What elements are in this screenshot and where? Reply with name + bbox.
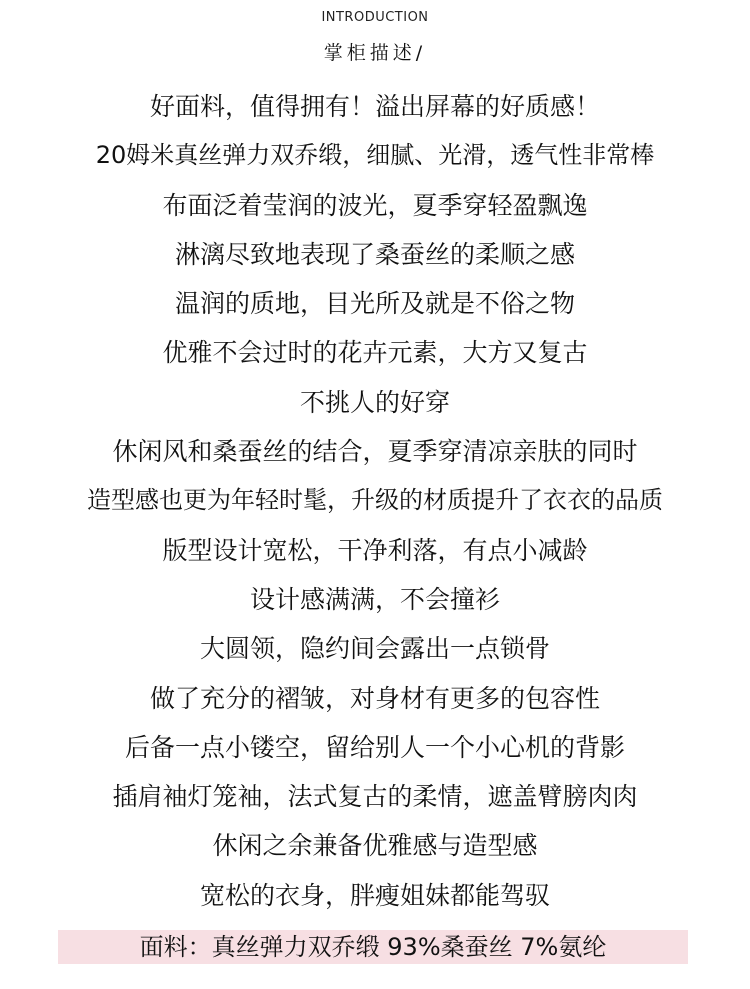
description-line: 不挑人的好穿 [299,387,450,417]
description-line: 版型设计宽松，干净利落，有点小减龄 [162,535,588,565]
description-line: 优雅不会过时的花卉元素，大方又复古 [162,338,588,368]
intro-heading-english: INTRODUCTION [321,10,429,25]
description-line: 休闲之余兼备优雅感与造型感 [212,831,538,861]
description-line: 好面料，值得拥有！溢出屏幕的好质感！ [149,92,600,121]
intro-heading-chinese: 掌柜描述/ [323,42,427,64]
description-line: 大圆领，隐约间会露出一点锁骨 [199,634,550,664]
description-list [0,82,750,920]
description-line: 布面泛着莹润的波光，夏季穿轻盈飘逸 [162,190,588,220]
description-line: 造型感也更为年轻时髦，升级的材质提升了衣衣的品质 [87,486,663,515]
description-line: 后备一点小镂空，留给别人一个小心机的背影 [124,732,625,762]
description-line: 休闲风和桑蚕丝的结合，夏季穿清凉亲肤的同时 [112,437,638,467]
description-line: 插肩袖灯笼袖，法式复古的柔情，遮盖臂膀肉肉 [112,782,638,812]
fabric-composition-text: 面料：真丝弹力双乔缎 93%桑蚕丝 7%氨纶 [139,933,607,961]
description-line: 淋漓尽致地表现了桑蚕丝的柔顺之感 [174,239,575,269]
description-line: 设计感满满，不会撞衫 [249,584,500,614]
description-line: 温润的质地，目光所及就是不俗之物 [174,289,575,319]
description-line: 做了充分的褶皱，对身材有更多的包容性 [149,683,600,713]
description-line: 宽松的衣身，胖瘦姐妹都能驾驭 [199,880,550,910]
description-line: 20姆米真丝弹力双乔缎，细腻、光滑，透气性非常棒 [95,141,655,170]
